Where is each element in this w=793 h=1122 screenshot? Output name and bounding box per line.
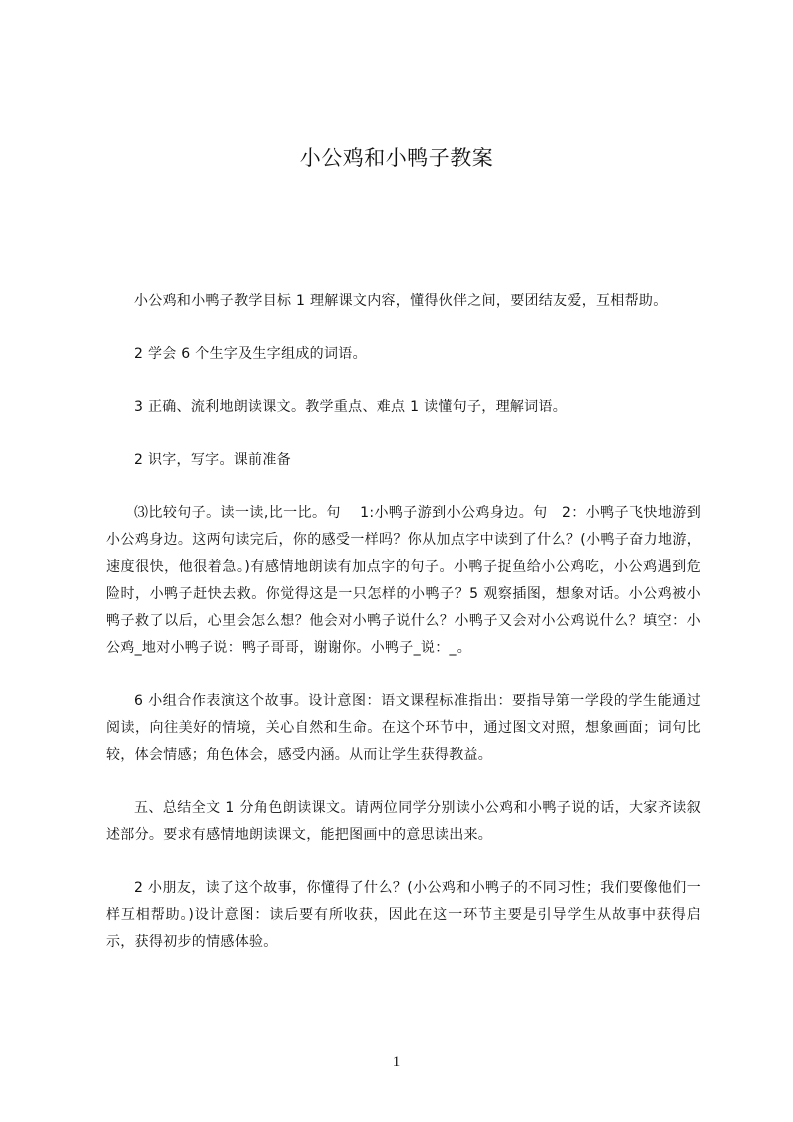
paragraph-summary: 五、总结全文 1 分角色朗读课文。请两位同学分别读小公鸡和小鸭子说的话，大家齐读叙述部分。要求有感情地朗读课文，能把图画中的意思读出来。 — [106, 800, 701, 843]
document-body — [106, 288, 701, 982]
paragraph-reflection: 2 小朋友，读了这个故事，你懂得了什么？(小公鸡和小鸭子的不同习性；我们要像他们一样互相帮助。)设计意图：读后要有所收获，因此在这一环节主要是引导学生从故事中获得启示，获得初步的情感体验。 — [106, 880, 701, 950]
paragraph-group-performance: 6 小组合作表演这个故事。设计意图：语文课程标准指出：要指导第一学段的学生能通过阅读，向往美好的情境，关心自然和生命。在这个环节中，通过图文对照，想象画面；词句比较，体会情感；角色体会，感受内涵。从而让学生获得教益。 — [106, 693, 701, 763]
paragraph-sentence-comparison: ⑶比较句子。读一读,比一比。句 1:小鸭子游到小公鸡身边。句 2：小鸭子飞快地游到小公鸡身边。这两句读完后，你的感受一样吗？你从加点字中读到了什么？(小鸭子奋力地游，速度很快，他很着急。)有感情地朗读有加点字的句子。小鸭子捉鱼给小公鸡吃，小公鸡遇到危险时，小鸭子赶快去救。你觉得这是一只怎样的小鸭子？5 观察插图，想象对话。小公鸡被小鸭子救了以后，心里会怎么想？他会对小鸭子说什么？小鸭子又会对小公鸡说什么？填空：小公鸡_地对小鸭子说：鸭子哥哥，谢谢你。小鸭子_说：_。 — [106, 505, 701, 656]
paragraph-vocabulary: 2 学会 6 个生字及生字组成的词语。 — [134, 346, 367, 362]
paragraph-objectives: 小公鸡和小鸭子教学目标 1 理解课文内容，懂得伙伴之间，要团结友爱，互相帮助。 — [134, 293, 668, 309]
page-number: 1 — [392, 1054, 401, 1070]
page-title: 小公鸡和小鸭子教案 — [299, 146, 494, 170]
paragraph-preparation: 2 识字，写字。课前准备 — [134, 452, 291, 468]
paragraph-reading-goals: 3 正确、流利地朗读课文。教学重点、难点 1 读懂句子，理解词语。 — [134, 399, 568, 415]
